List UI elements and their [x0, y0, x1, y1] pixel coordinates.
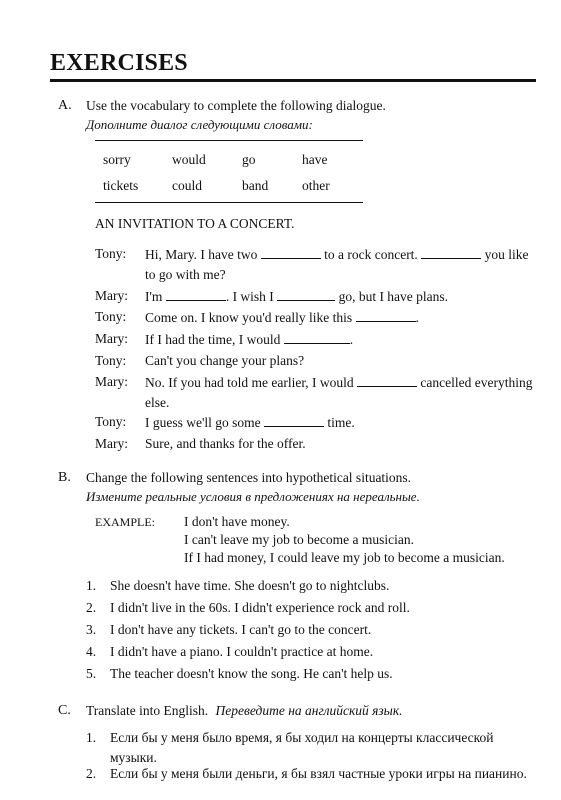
dialogue-text: I guess we'll go some	[145, 415, 265, 430]
dialogue-title: AN INVITATION TO A CONCERT.	[95, 216, 295, 231]
section-c-letter: C.	[58, 703, 71, 718]
speaker-label: Mary:	[95, 436, 128, 451]
dialogue-text: cancelled everything else.	[145, 375, 533, 410]
dialogue-line	[95, 286, 535, 306]
section-c-instruction: Translate into English.	[86, 703, 209, 718]
item-text: The teacher doesn't know the song. He can't help us.	[110, 666, 393, 681]
section-c-instruction-ru: Переведите на английский язык.	[215, 703, 403, 718]
vocab-word: tickets	[103, 178, 139, 193]
dialogue-text: Come on. I know you'd really like this	[145, 310, 356, 325]
dialogue-line	[95, 329, 535, 349]
word-box-top-rule	[95, 140, 363, 141]
fill-in-blank	[166, 286, 226, 301]
fill-in-blank	[357, 372, 417, 387]
item-number: 4.	[86, 644, 97, 659]
dialogue-line	[95, 307, 535, 327]
dialogue-text: go, but I have plans.	[335, 289, 449, 304]
vocab-word: other	[302, 178, 330, 193]
exercise-item	[86, 764, 546, 800]
fill-in-blank	[264, 412, 324, 427]
example-line: I don't have money.	[184, 514, 290, 529]
item-number: 1.	[86, 578, 97, 593]
dialogue-text: time.	[324, 415, 355, 430]
item-text: I didn't have a piano. I couldn't practice at home.	[110, 644, 374, 659]
dialogue-text: I'm	[145, 289, 166, 304]
example-label: EXAMPLE:	[95, 515, 155, 529]
dialogue-line	[95, 351, 535, 371]
section-a-letter: A.	[58, 98, 72, 113]
dialogue-text: If I had the time, I would	[145, 332, 284, 347]
item-text: I didn't live in the 60s. I didn't experience rock and roll.	[110, 600, 410, 615]
dialogue-text: .	[415, 310, 419, 325]
dialogue-text: to a rock concert.	[320, 247, 422, 262]
speaker-label: Tony:	[95, 309, 127, 324]
dialogue-line	[95, 412, 535, 432]
word-box-bottom-rule	[95, 202, 363, 203]
item-text: She doesn't have time. She doesn't go to nightclubs.	[110, 578, 390, 593]
speaker-label: Tony:	[95, 353, 127, 368]
dialogue-line	[95, 434, 535, 454]
title-underline	[50, 79, 536, 82]
item-number: 2.	[86, 600, 97, 615]
section-a-instruction: Use the vocabulary to complete the following dialogue.	[86, 98, 386, 113]
section-b-instruction: Change the following sentences into hypothetical situations.	[86, 470, 412, 485]
fill-in-blank	[421, 244, 481, 259]
section-c-instruction-line	[86, 703, 403, 719]
example-line: If I had money, I could leave my job to become a musician.	[184, 550, 505, 565]
item-number: 3.	[86, 622, 97, 637]
dialogue-line	[95, 244, 535, 284]
item-text: I don't have any tickets. I can't go to the concert.	[110, 622, 372, 637]
vocab-word: could	[172, 178, 202, 193]
dialogue-line	[95, 372, 535, 412]
dialogue-text: No. If you had told me earlier, I would	[145, 375, 358, 390]
dialogue-text: Hi, Mary. I have two	[145, 247, 261, 262]
dialogue-text: Can't you change your plans?	[145, 353, 305, 368]
dialogue-text: . I wish I	[225, 289, 278, 304]
item-text: Если бы у меня было время, я бы ходил на концерты классической музыки.	[110, 730, 494, 765]
dialogue-text: you like to go with me?	[145, 247, 529, 282]
speaker-label: Tony:	[95, 414, 127, 429]
fill-in-blank	[261, 244, 321, 259]
item-text: Если бы у меня были деньги, я бы взял частные уроки игры на пианино.	[110, 766, 527, 781]
fill-in-blank	[277, 286, 335, 301]
vocab-word: sorry	[103, 152, 131, 167]
vocab-word: would	[172, 152, 206, 167]
dialogue-text: Sure, and thanks for the offer.	[145, 436, 306, 451]
dialogue-text: .	[349, 332, 354, 347]
section-b-letter: B.	[58, 470, 71, 485]
item-number: 2.	[86, 766, 97, 781]
section-a-instruction-ru: Дополните диалог следующими словами:	[86, 117, 313, 132]
speaker-label: Mary:	[95, 288, 128, 303]
speaker-label: Tony:	[95, 246, 127, 261]
item-number: 5.	[86, 666, 97, 681]
page-title: EXERCISES	[50, 50, 188, 76]
example-line: I can't leave my job to become a musician.	[184, 532, 414, 547]
item-number: 1.	[86, 730, 97, 745]
exercise-item	[86, 728, 546, 768]
speaker-label: Mary:	[95, 331, 128, 346]
vocab-word: band	[242, 178, 269, 193]
vocab-word: have	[302, 152, 328, 167]
speaker-label: Mary:	[95, 374, 128, 389]
fill-in-blank	[356, 307, 416, 322]
fill-in-blank	[284, 329, 350, 344]
vocab-word: go	[242, 152, 256, 167]
section-b-instruction-ru: Измените реальные условия в предложениях на нереальные.	[86, 489, 420, 504]
